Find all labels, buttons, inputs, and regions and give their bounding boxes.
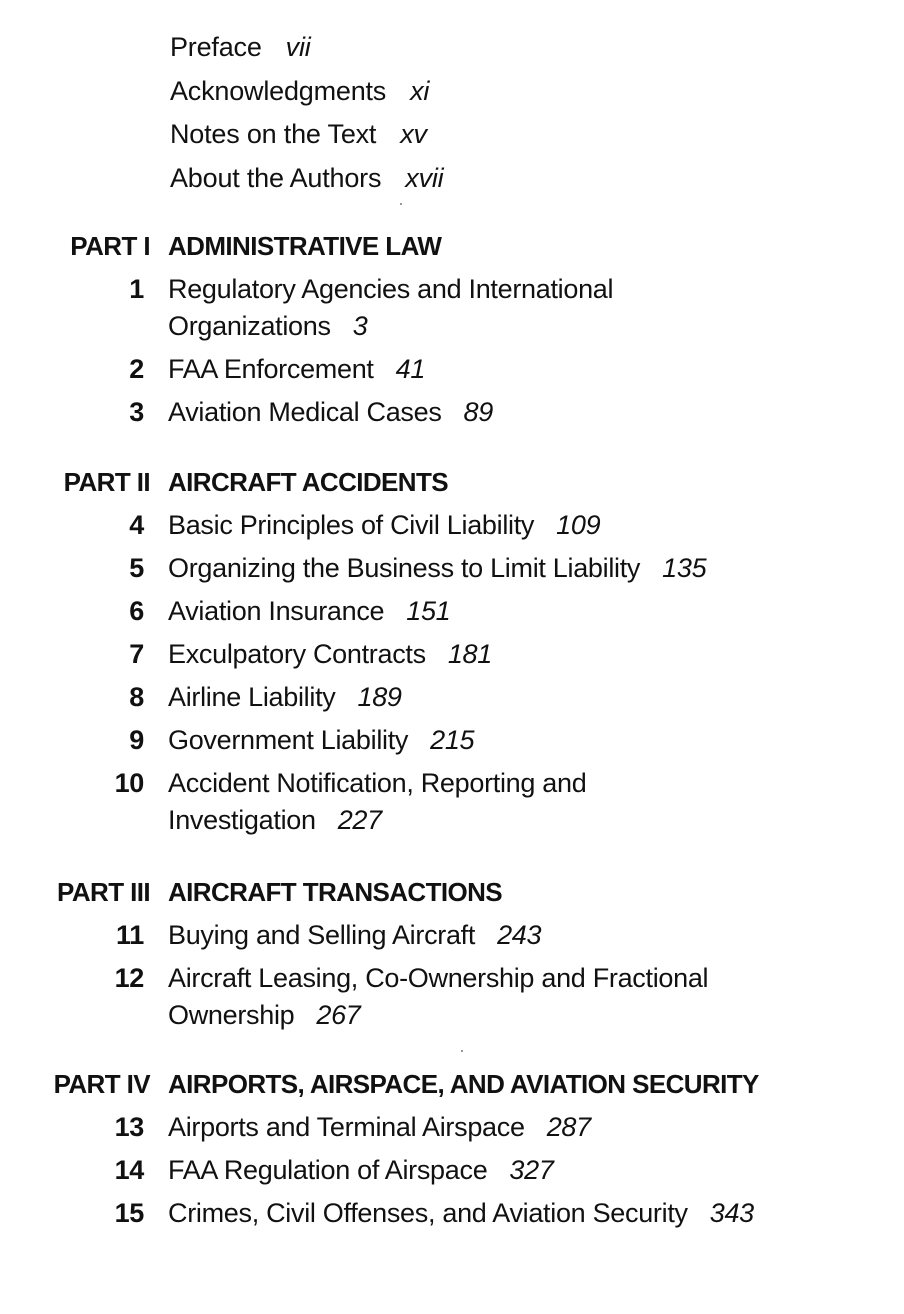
chapter-number: 7 [129,638,144,669]
part-heading[interactable] [0,1065,904,1103]
chapter-number: 6 [129,595,144,626]
chapter-number: 12 [114,962,144,993]
chapter-entry[interactable] [0,351,904,389]
part-section [0,1065,904,1232]
chapter-title: Aviation Medical Cases [168,397,442,427]
chapter-page-number: 215 [430,724,475,755]
toc-entry-preface[interactable] [170,26,443,70]
chapter-page-number: 343 [709,1197,754,1228]
part-title: ADMINISTRATIVE LAW [168,231,442,261]
chapter-number: 2 [129,354,144,384]
part-section [0,463,904,840]
part-title: AIRPORTS, AIRSPACE, AND AVIATION SECURITY [168,1069,759,1099]
part-heading[interactable] [0,227,904,265]
chapter-page-number: 267 [316,1000,361,1030]
chapter-page-number: 135 [662,552,707,583]
part-label: PART II [63,467,150,497]
entry-page-number: vii [285,32,311,62]
chapter-title: Accident Notification, Reporting and Investigation [168,767,587,835]
chapter-page-number: 189 [357,681,402,712]
chapter-number: 5 [129,552,144,583]
chapter-entry[interactable] [0,1109,904,1147]
chapter-number: 1 [129,273,144,304]
scan-speck [400,203,402,205]
chapter-number: 13 [114,1111,144,1142]
chapter-entry[interactable] [0,271,904,346]
chapter-entry[interactable] [0,722,904,760]
part-heading[interactable] [0,463,904,501]
part-label: PART IV [53,1069,150,1099]
chapter-title: Crimes, Civil Offenses, and Aviation Security [168,1197,688,1228]
chapter-entry[interactable] [0,679,904,717]
entry-page-number: xvii [405,162,444,193]
chapter-number: 8 [129,681,144,712]
chapter-page-number: 287 [546,1111,591,1142]
chapter-number: 4 [129,509,144,540]
part-section [0,873,904,1035]
chapter-page-number: 3 [352,311,368,341]
chapter-title: Organizing the Business to Limit Liability [168,552,641,583]
chapter-page-number: 227 [337,805,382,835]
front-matter-list [170,26,443,200]
chapter-title: Aviation Insurance [168,595,385,626]
chapter-title: Regulatory Agencies and International Organizations [168,273,614,341]
chapter-title: Airports and Terminal Airspace [168,1111,525,1142]
toc-entry-acknowledgments[interactable] [170,70,443,114]
chapter-title: Government Liability [168,724,409,755]
part-label: PART III [57,877,150,907]
chapter-number: 14 [114,1154,144,1185]
chapter-page-number: 243 [497,919,542,950]
chapter-entry[interactable] [0,1152,904,1190]
part-label: PART I [70,231,150,261]
chapter-title: Exculpatory Contracts [168,638,426,669]
chapter-entry[interactable] [0,636,904,674]
part-title: AIRCRAFT ACCIDENTS [168,467,448,497]
chapter-number: 9 [129,724,144,755]
chapter-entry[interactable] [0,394,904,432]
chapter-title: FAA Enforcement [168,354,374,384]
chapter-entry[interactable] [0,1195,904,1233]
chapter-entry[interactable] [0,507,904,545]
part-section [0,227,904,432]
chapter-page-number: 181 [447,638,492,669]
chapter-page-number: 327 [509,1154,554,1185]
chapter-title: Basic Principles of Civil Liability [168,509,535,540]
chapter-entry[interactable] [0,765,904,840]
chapter-page-number: 41 [395,354,426,384]
chapter-entry[interactable] [0,960,904,1035]
part-heading[interactable] [0,873,904,911]
entry-title: Notes on the Text [170,119,377,149]
toc-entry-about-authors[interactable] [170,157,443,201]
chapter-number: 15 [114,1197,144,1228]
chapter-page-number: 109 [556,509,601,540]
entry-title: About the Authors [170,162,382,193]
entry-page-number: xv [400,119,427,149]
entry-page-number: xi [410,75,430,106]
entry-title: Acknowledgments [170,75,387,106]
chapter-number: 10 [114,767,144,798]
chapter-number: 11 [116,919,144,950]
chapter-entry[interactable] [0,593,904,631]
chapter-entry[interactable] [0,550,904,588]
chapter-number: 3 [129,397,144,427]
chapter-page-number: 151 [406,595,451,626]
entry-title: Preface [170,32,262,62]
chapter-title: Aircraft Leasing, Co-Ownership and Fractional Ownership [168,962,709,1030]
chapter-title: Buying and Selling Aircraft [168,919,476,950]
chapter-page-number: 89 [463,397,493,427]
toc-entry-notes-on-text[interactable] [170,113,443,157]
chapter-title: FAA Regulation of Airspace [168,1154,488,1185]
chapter-title: Airline Liability [168,681,336,712]
part-title: AIRCRAFT TRANSACTIONS [168,877,503,907]
scan-speck [461,1050,463,1052]
chapter-entry[interactable] [0,917,904,955]
